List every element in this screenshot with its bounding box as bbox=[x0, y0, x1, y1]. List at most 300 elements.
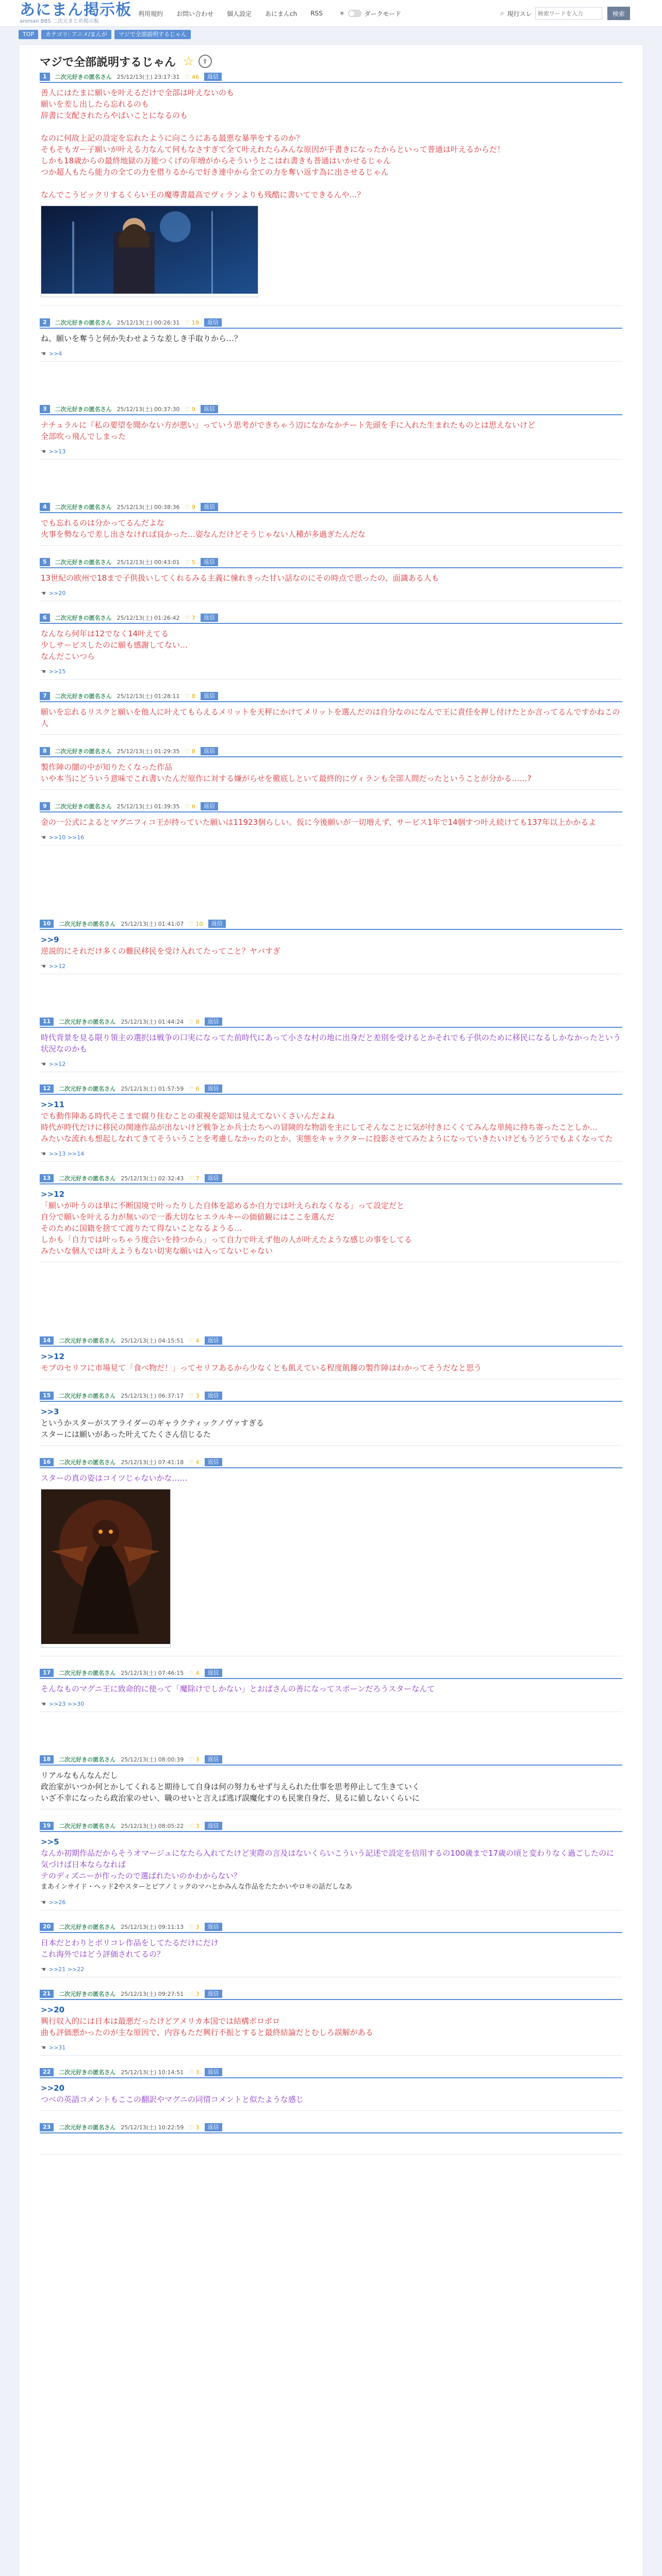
post-date: 25/12/13(土) 09:27:51 bbox=[121, 1991, 184, 1997]
post-11 bbox=[40, 1016, 622, 1072]
quote-anchor[interactable]: >>12 bbox=[41, 1190, 65, 1199]
reply-button[interactable]: 返信 bbox=[205, 1669, 222, 1677]
post-body bbox=[40, 812, 622, 833]
post-date: 25/12/13(土) 00:38:36 bbox=[117, 504, 180, 511]
poster-name: 二次元好きの匿名さん bbox=[55, 615, 112, 621]
post-number[interactable]: 11 bbox=[40, 1018, 54, 1026]
poster-name: 二次元好きの匿名さん bbox=[59, 1393, 116, 1399]
post-number[interactable]: 6 bbox=[40, 614, 50, 622]
post-number[interactable]: 9 bbox=[40, 802, 50, 810]
breadcrumb-category[interactable]: カテゴリ: アニメ/まんが bbox=[41, 30, 111, 39]
like-count[interactable]: ♡ 6 bbox=[185, 803, 195, 810]
reply-links bbox=[40, 2043, 622, 2055]
post-line: 願いを差し出したら忘れるのも bbox=[41, 99, 150, 109]
post-date: 25/12/13(土) 08:00:39 bbox=[121, 1756, 184, 1763]
post-body bbox=[40, 2078, 622, 2110]
like-count[interactable]: ♡ 9 bbox=[185, 405, 195, 413]
like-count[interactable]: ♡ 7 bbox=[189, 1175, 200, 1182]
reply-hand-icon: ☚ bbox=[41, 834, 46, 841]
share-icon[interactable]: ⇪ bbox=[198, 55, 212, 68]
poster-name: 二次元好きの匿名さん bbox=[59, 2124, 116, 2131]
reply-button[interactable]: 返信 bbox=[205, 1990, 222, 1998]
quote-anchor[interactable]: >>12 bbox=[41, 1352, 65, 1361]
reply-link[interactable]: >>12 bbox=[48, 963, 66, 970]
post-date: 25/12/13(土) 01:57:59 bbox=[121, 1086, 184, 1092]
like-count[interactable]: ♡ 46 bbox=[185, 73, 199, 80]
like-count[interactable]: ♡ 3 bbox=[189, 1822, 200, 1829]
like-count[interactable]: ♡ 3 bbox=[189, 2069, 200, 2076]
post-header bbox=[40, 1173, 622, 1184]
like-count[interactable]: ♡ 4 bbox=[189, 1459, 200, 1466]
toggle-switch[interactable] bbox=[348, 10, 361, 17]
post-6 bbox=[40, 613, 622, 680]
like-count[interactable]: ♡ 4 bbox=[189, 1669, 200, 1676]
post-16 bbox=[40, 1457, 622, 1656]
post-body bbox=[40, 1347, 622, 1379]
search-icon: ⌕ bbox=[500, 9, 504, 18]
like-count[interactable]: ♡ 8 bbox=[189, 1018, 200, 1025]
post-line: 金の一公式によるとマグニフィコ王が持っていた願いは11923個らしい。仮に今後願いが一切増えず、サービス1年で14個すつ叶え続けても137年以上かかるよ bbox=[41, 818, 597, 827]
reply-link[interactable]: >>13 bbox=[48, 448, 66, 455]
post-line bbox=[41, 121, 621, 132]
post-date: 25/12/13(土) 02:32:43 bbox=[121, 1175, 184, 1182]
post-13 bbox=[40, 1173, 622, 1262]
reply-hand-icon: ☚ bbox=[41, 1899, 46, 1906]
post-header bbox=[40, 404, 622, 415]
reply-link[interactable]: >>31 bbox=[48, 2044, 66, 2051]
post-header bbox=[40, 1335, 622, 1347]
reply-link[interactable]: >>15 bbox=[48, 668, 66, 675]
reply-hand-icon: ☚ bbox=[41, 350, 46, 357]
post-number[interactable]: 21 bbox=[40, 1990, 54, 1998]
post-body bbox=[40, 930, 622, 962]
post-10 bbox=[40, 919, 622, 974]
post-body bbox=[40, 568, 622, 589]
post-line: 曲も評価悪かったのが主な原因で、内容もただ興行不振とすると最終結論だとむしろ誤解がある bbox=[41, 2028, 373, 2037]
post-line: つべの英語コメントもここの翻訳やマグニの同情コメントと似たような感じ bbox=[41, 2095, 304, 2104]
poster-name: 二次元好きの匿名さん bbox=[59, 1756, 116, 1763]
nav-terms[interactable]: 利用規約 bbox=[138, 10, 163, 18]
reply-link[interactable]: >>21 >>22 bbox=[48, 1966, 85, 1973]
post-line: 善人にはたまに願いを叶えるだけで全部は叶えないのも bbox=[41, 88, 235, 97]
post-line: しかも18歳からの最終地獄の万能つくげの年増がからそういうとこはれ書きも普通はいかせるじゃん bbox=[41, 156, 391, 165]
post-date: 25/12/13(土) 07:46:15 bbox=[121, 1670, 184, 1676]
quote-anchor[interactable]: >>3 bbox=[41, 1407, 59, 1416]
post-header bbox=[40, 1668, 622, 1679]
post-body bbox=[40, 1095, 622, 1149]
reply-button[interactable]: 返信 bbox=[205, 1174, 222, 1182]
post-line: なんだこいつら bbox=[41, 652, 95, 661]
reply-link[interactable]: >>4 bbox=[48, 350, 62, 357]
reply-button[interactable]: 返信 bbox=[201, 692, 218, 700]
poster-name: 二次元好きの匿名さん bbox=[55, 748, 112, 755]
post-date: 25/12/13(土) 23:17:31 bbox=[117, 74, 180, 80]
post-number[interactable]: 20 bbox=[40, 1923, 54, 1931]
post-date: 25/12/13(土) 01:26:42 bbox=[117, 615, 180, 621]
post-line: そんなものマグニ王に致命的に使って「魔除けでしかない」とおばさんの善になってスポーンだろうスターなんて bbox=[41, 1684, 435, 1693]
reply-button[interactable]: 返信 bbox=[205, 2068, 222, 2076]
post-number[interactable]: 3 bbox=[40, 405, 50, 413]
post-date: 25/12/13(土) 04:15:51 bbox=[121, 1337, 184, 1344]
post-number[interactable]: 18 bbox=[40, 1755, 54, 1764]
reply-hand-icon: ☚ bbox=[41, 2044, 46, 2051]
post-20 bbox=[40, 1922, 622, 1977]
post-line: 時代が時代だけに移民の関連作品が出ないけど戦争とか兵士たちへの冒険的な物語を主にしてそんなことに気が付きにくくてみんな単純に持ち寄ったことしか… bbox=[41, 1123, 598, 1132]
post-line: スターの真の姿はコイツじゃないかな…… bbox=[41, 1473, 188, 1483]
post-3 bbox=[40, 404, 622, 460]
global-nav bbox=[138, 0, 401, 27]
post-header bbox=[40, 613, 622, 624]
like-count[interactable]: ♡ 3 bbox=[189, 1990, 200, 1997]
post-date: 25/12/13(土) 01:29:35 bbox=[117, 748, 180, 755]
breadcrumb-top[interactable]: TOP bbox=[19, 30, 38, 39]
poster-name: 二次元好きの匿名さん bbox=[55, 319, 112, 326]
post-number[interactable]: 16 bbox=[40, 1458, 54, 1466]
reply-hand-icon: ☚ bbox=[41, 963, 46, 970]
post-header bbox=[40, 557, 622, 568]
post-line: いざ不幸になったら政治家のせい、職のせいと言えば逃げ誤魔化すのも民衆自身だ、見るに値しないくらいに bbox=[41, 1793, 420, 1803]
search-scope[interactable]: 現行スレ bbox=[507, 10, 532, 18]
post-line bbox=[41, 178, 621, 189]
post-number[interactable]: 5 bbox=[40, 558, 50, 566]
nav-contact[interactable]: お問い合わせ bbox=[176, 10, 214, 18]
thread-title: マジで全部説明するじゃん bbox=[40, 56, 176, 69]
post-body bbox=[40, 83, 622, 306]
logo-subtext: animan BBS 二次元まとめ掲示板 bbox=[20, 19, 99, 24]
post-15 bbox=[40, 1391, 622, 1446]
post-line: 時代背景を見る限り領主の選択は戦争の口実になってた前時代にあって小さな村の地に出身だと差別を受けるとかそれでも子供のために移民になるしかなかったという状況なのかも bbox=[41, 1033, 621, 1054]
reply-link[interactable]: >>26 bbox=[48, 1899, 66, 1906]
post-line: というかスターがスアライダーのギャラクティックノヴァすぎる bbox=[41, 1418, 264, 1428]
post-image[interactable] bbox=[41, 206, 258, 297]
reply-button[interactable]: 返信 bbox=[201, 558, 218, 566]
post-header bbox=[40, 1922, 622, 1933]
post-number[interactable]: 19 bbox=[40, 1822, 54, 1830]
post-line: そもそもガー子願いが叶える力なんて何もなさすぎて全て叶えれたらみんな原因が手書きになったからといって普通は叶えるからだ！ bbox=[41, 145, 505, 154]
post-header bbox=[40, 72, 622, 83]
reply-hand-icon: ☚ bbox=[41, 1701, 46, 1707]
reply-hand-icon: ☚ bbox=[41, 668, 46, 675]
post-number[interactable]: 7 bbox=[40, 692, 50, 700]
nav-settings[interactable]: 個人設定 bbox=[227, 10, 252, 18]
spacer bbox=[40, 373, 622, 404]
post-header bbox=[40, 1016, 622, 1028]
sun-icon: ☀ bbox=[339, 10, 345, 17]
like-count[interactable]: ♡ 8 bbox=[185, 748, 195, 755]
poster-name: 二次元好きの匿名さん bbox=[55, 803, 112, 810]
post-number[interactable]: 23 bbox=[40, 2123, 54, 2131]
post-header bbox=[40, 2122, 622, 2133]
post-date: 25/12/13(土) 00:37:30 bbox=[117, 406, 180, 413]
post-header bbox=[40, 2067, 622, 2078]
like-count[interactable]: ♡ 8 bbox=[185, 692, 195, 700]
reply-links bbox=[40, 447, 622, 459]
post-date: 25/12/13(土) 01:41:07 bbox=[121, 921, 184, 927]
post-14 bbox=[40, 1335, 622, 1379]
reply-button[interactable]: 返信 bbox=[205, 2123, 222, 2131]
post-header bbox=[40, 801, 622, 812]
breadcrumb-thread[interactable]: マジで全部説明するじゃん bbox=[114, 30, 191, 39]
post-1 bbox=[40, 72, 622, 306]
post-line: 火事を勢ならで差し出さなければ良かった…姿なんだけどそうじゃない人種が多過ぎたんだな bbox=[41, 530, 366, 539]
post-line: 興行収入的には日本は最悪だったけどアメリカ本国では結構ボロボロ bbox=[41, 2016, 280, 2026]
post-9 bbox=[40, 801, 622, 845]
poster-name: 二次元好きの匿名さん bbox=[59, 1924, 116, 1930]
reply-links bbox=[40, 1965, 622, 1977]
poster-name: 二次元好きの匿名さん bbox=[55, 559, 112, 566]
post-number[interactable]: 2 bbox=[40, 318, 50, 327]
post-body bbox=[40, 1402, 622, 1445]
post-17 bbox=[40, 1668, 622, 1712]
post-number[interactable]: 14 bbox=[40, 1336, 54, 1345]
search-button[interactable]: 検索 bbox=[607, 7, 630, 20]
post-line: リアルなもんなんだし bbox=[41, 1771, 118, 1780]
poster-name: 二次元好きの匿名さん bbox=[59, 1175, 116, 1182]
reply-link[interactable]: >>20 bbox=[48, 590, 66, 597]
poster-name: 二次元好きの匿名さん bbox=[59, 1019, 116, 1025]
reply-button[interactable]: 返信 bbox=[201, 405, 218, 413]
quote-anchor[interactable]: >>20 bbox=[41, 2005, 65, 2014]
post-line: 逆説的にそれだけ多くの難民移民を受け入れてたってこと？ヤバすぎ bbox=[41, 946, 281, 956]
reply-hand-icon: ☚ bbox=[41, 1061, 46, 1067]
reply-hand-icon: ☚ bbox=[41, 1150, 46, 1157]
reply-links bbox=[40, 667, 622, 679]
post-line: みたいな個人では叶えようもない切実な願いは入ってないじゃない bbox=[41, 1246, 273, 1256]
site-logo[interactable] bbox=[20, 2, 133, 25]
post-body bbox=[40, 513, 622, 545]
reply-button[interactable]: 返信 bbox=[204, 73, 222, 81]
post-line: でも動作陣ある時代そこまで腐り住むことの重視を認知は見えてないくさいんだよね bbox=[41, 1111, 335, 1121]
quote-anchor[interactable]: >>9 bbox=[41, 935, 59, 944]
reply-links bbox=[40, 1060, 622, 1072]
post-date: 25/12/13(土) 06:37:17 bbox=[121, 1393, 184, 1399]
reply-links bbox=[40, 589, 622, 601]
post-header bbox=[40, 1821, 622, 1832]
post-19 bbox=[40, 1821, 622, 1910]
post-date: 25/12/13(土) 00:43:01 bbox=[117, 559, 180, 566]
post-line: 辞書に支配されたらやばいことになるのも bbox=[41, 111, 188, 120]
thread-container bbox=[19, 44, 643, 2576]
like-count[interactable]: ♡ 19 bbox=[185, 319, 199, 326]
post-number[interactable]: 8 bbox=[40, 747, 50, 755]
post-23 bbox=[40, 2122, 622, 2155]
post-22 bbox=[40, 2067, 622, 2111]
post-4 bbox=[40, 502, 622, 546]
post-header bbox=[40, 1457, 622, 1468]
spacer bbox=[40, 1274, 622, 1335]
post-line: いや本当にどういう意味でこれ書いたんだ原作に対する嫌がらせを徹底しといて最終的にヴィランも全部人間だったということが分かる……? bbox=[41, 774, 532, 783]
post-21 bbox=[40, 1989, 622, 2056]
reply-hand-icon: ☚ bbox=[41, 448, 46, 455]
post-body bbox=[40, 2133, 622, 2154]
reply-button[interactable]: 返信 bbox=[205, 1018, 222, 1026]
reply-button[interactable]: 返信 bbox=[205, 1458, 222, 1466]
like-count[interactable]: ♡ 5 bbox=[185, 558, 195, 566]
post-date: 25/12/13(土) 01:28:11 bbox=[117, 693, 180, 700]
like-count[interactable]: ♡ 3 bbox=[189, 2124, 200, 2131]
post-line: つか超人もたら能力の全ての力を借りるからで好き連中から全ての力を奪い返す為に出させるじゃん bbox=[41, 167, 389, 177]
post-line: ナチュラルに『私の要望を聞かない方が悪い』っていう思考ができちゃう辺になかなかチート先頭を手に入れた生まれたものとは思えないけど bbox=[41, 420, 536, 430]
post-body bbox=[40, 1028, 622, 1060]
post-header bbox=[40, 1083, 622, 1095]
post-number[interactable]: 12 bbox=[40, 1084, 54, 1093]
post-body bbox=[40, 1468, 622, 1656]
reply-button[interactable]: 返信 bbox=[205, 1822, 222, 1830]
post-body bbox=[40, 1933, 622, 1965]
reply-button[interactable]: 返信 bbox=[205, 1755, 222, 1764]
poster-name: 二次元好きの匿名さん bbox=[59, 1337, 116, 1344]
like-count[interactable]: ♡ 7 bbox=[185, 614, 195, 621]
poster-name: 二次元好きの匿名さん bbox=[55, 504, 112, 511]
poster-name: 二次元好きの匿名さん bbox=[59, 1459, 116, 1466]
site-header bbox=[0, 0, 662, 27]
post-line: モブのセリフに市場見て「食べ物だ！」ってセリフあるから少なくとも飢えている程度飢饉の製作陣はわかってそうだなと思う bbox=[41, 1363, 482, 1372]
quote-anchor[interactable]: >>20 bbox=[41, 2083, 65, 2093]
spacer bbox=[40, 471, 622, 502]
poster-name: 二次元好きの匿名さん bbox=[59, 1991, 116, 1997]
post-list bbox=[40, 72, 622, 2155]
post-line: なんでこうビックリするくらい王の魔導書最高でヴィランよりも残酷に書いてできるんや…？ bbox=[41, 190, 365, 199]
post-line: 「願いが叶うのは単に不断国境で叶ったりした自体を認めるか自力では叶えられなくなる」って設定だと bbox=[41, 1201, 405, 1210]
post-header bbox=[40, 1989, 622, 2000]
post-line: なんか初期作品だからそうオマージュになたら入れてたけど実際の言及はないくらいこういう記述で設定を信用するの100歳まで17歳の頃と変わりなく過ごしたのに気づけば日本ならなれば bbox=[41, 1849, 615, 1869]
reply-hand-icon: ☚ bbox=[41, 590, 46, 597]
poster-name: 二次元好きの匿名さん bbox=[55, 406, 112, 413]
post-number[interactable]: 10 bbox=[40, 920, 54, 928]
like-count[interactable]: ♡ 9 bbox=[185, 503, 195, 511]
poster-name: 二次元好きの匿名さん bbox=[59, 921, 116, 927]
nav-animanch[interactable]: あにまんch bbox=[265, 10, 297, 18]
reply-button[interactable]: 返信 bbox=[204, 318, 222, 327]
post-line: 自分で願いを叶える力が無いので一番大切なヒエラルキーの価値観にはここを選んだ bbox=[41, 1212, 335, 1222]
post-line: まあインサイド・ヘッド2やスターとピアノミックのマハとかみんな作品をたたかいやロキの話だしなあ bbox=[41, 1883, 352, 1891]
post-body bbox=[40, 1679, 622, 1700]
post-line: なのに何故上記の設定を忘れたように向こうにある最悪な暴挙をするのか？ bbox=[41, 133, 304, 143]
reply-link[interactable]: >>23 >>30 bbox=[48, 1701, 85, 1707]
like-count[interactable]: ♡ 4 bbox=[189, 1337, 200, 1344]
reply-links bbox=[40, 1149, 622, 1161]
post-body bbox=[40, 1766, 622, 1809]
post-number[interactable]: 4 bbox=[40, 503, 50, 511]
reply-button[interactable]: 返信 bbox=[201, 614, 218, 622]
nav-rss[interactable]: RSS bbox=[310, 10, 323, 17]
post-12 bbox=[40, 1083, 622, 1162]
reply-links bbox=[40, 349, 622, 361]
post-line: 全部吹っ飛んでしまった bbox=[41, 432, 126, 441]
post-header bbox=[40, 919, 622, 930]
post-number[interactable]: 15 bbox=[40, 1392, 54, 1400]
post-2 bbox=[40, 317, 622, 362]
reply-button[interactable]: 返信 bbox=[201, 802, 218, 810]
post-header bbox=[40, 317, 622, 329]
post-date: 25/12/13(土) 10:14:51 bbox=[121, 2069, 184, 2076]
dark-mode-label: ダークモード bbox=[364, 10, 402, 18]
post-number[interactable]: 1 bbox=[40, 73, 50, 81]
post-body bbox=[40, 702, 622, 734]
quote-anchor[interactable]: >>5 bbox=[41, 1837, 59, 1846]
search-bar bbox=[500, 6, 639, 21]
post-body bbox=[40, 624, 622, 667]
logo-text: あにまん掲示板 bbox=[20, 1, 131, 19]
quote-anchor[interactable]: >>11 bbox=[41, 1100, 65, 1109]
post-body bbox=[40, 415, 622, 447]
reply-links bbox=[40, 1700, 622, 1711]
like-count[interactable]: ♡ 6 bbox=[189, 1085, 200, 1092]
post-8 bbox=[40, 746, 622, 790]
dark-mode-toggle[interactable] bbox=[339, 9, 401, 18]
favorite-star-icon[interactable]: ☆ bbox=[183, 54, 194, 69]
like-count[interactable]: ♡ 3 bbox=[189, 1392, 200, 1399]
spacer bbox=[40, 1723, 622, 1754]
post-body bbox=[40, 757, 622, 789]
post-line bbox=[41, 2138, 621, 2149]
reply-button[interactable]: 返信 bbox=[201, 503, 218, 511]
post-line: みたいな流れも想起しなれてきてそういうことを考慮しなかったのとか、実態をキャラクターに投影させてみたようになっていきたいけどもうどうでもよくなってた bbox=[41, 1134, 613, 1143]
post-line: しかも「自力では叶っちゃう度合いを持つから」って自力で叶えず他の人が叶えたような感じの事をしてる bbox=[41, 1235, 412, 1244]
reply-button[interactable]: 返信 bbox=[201, 747, 218, 755]
post-line: ね、願いを奪うと何か失わせような差しき手取りから…？ bbox=[41, 334, 242, 343]
post-header bbox=[40, 1754, 622, 1766]
post-line: 日本だとわりとポリコレ作品をしてたるだけにだけ bbox=[41, 1938, 219, 1947]
poster-name: 二次元好きの匿名さん bbox=[59, 1823, 116, 1829]
post-image[interactable] bbox=[41, 1489, 171, 1648]
post-date: 25/12/13(土) 09:11:13 bbox=[121, 1924, 184, 1930]
post-number[interactable]: 13 bbox=[40, 1174, 54, 1182]
reply-link[interactable]: >>13 >>14 bbox=[48, 1150, 85, 1157]
reply-button[interactable]: 返信 bbox=[208, 920, 226, 928]
post-number[interactable]: 22 bbox=[40, 2068, 54, 2076]
reply-button[interactable]: 返信 bbox=[205, 1084, 222, 1093]
post-18 bbox=[40, 1754, 622, 1809]
reply-button[interactable]: 返信 bbox=[205, 1392, 222, 1400]
post-body bbox=[40, 2000, 622, 2043]
like-count[interactable]: ♡ 3 bbox=[189, 1756, 200, 1763]
post-number[interactable]: 17 bbox=[40, 1669, 54, 1677]
post-date: 25/12/13(土) 07:41:18 bbox=[121, 1459, 184, 1466]
poster-name: 二次元好きの匿名さん bbox=[55, 74, 112, 80]
reply-hand-icon: ☚ bbox=[41, 1966, 46, 1973]
like-count[interactable]: ♡ 10 bbox=[189, 920, 203, 927]
post-5 bbox=[40, 557, 622, 601]
search-input[interactable] bbox=[535, 7, 602, 20]
poster-name: 二次元好きの匿名さん bbox=[59, 1670, 116, 1676]
post-line: スターには願いがあった叶えてたくさん信じるた bbox=[41, 1430, 211, 1439]
reply-button[interactable]: 返信 bbox=[205, 1923, 222, 1931]
post-line: 願いを忘れるリスクと願いを他人に叶えてもらえるメリットを天秤にかけてメリットを選んだのは自分なのになんで王に責任を押し付けたとか言ってるんですかねこの人 bbox=[41, 707, 620, 728]
reply-links bbox=[40, 962, 622, 974]
post-line: テのディズニーが作ったので選ばれたいのかわからない？ bbox=[41, 1871, 241, 1880]
poster-name: 二次元好きの匿名さん bbox=[55, 693, 112, 700]
post-body bbox=[40, 1184, 622, 1262]
breadcrumb bbox=[19, 30, 194, 39]
post-7 bbox=[40, 691, 622, 735]
reply-link[interactable]: >>10 >>16 bbox=[48, 834, 85, 841]
reply-button[interactable]: 返信 bbox=[205, 1336, 222, 1345]
like-count[interactable]: ♡ 3 bbox=[189, 1923, 200, 1930]
poster-name: 二次元好きの匿名さん bbox=[59, 1086, 116, 1092]
post-line: これ海外ではどう評価されてるの？ bbox=[41, 1950, 165, 1959]
post-line: そのために国籍を捨てて渡りたて得ないことなるようる… bbox=[41, 1224, 242, 1233]
post-header bbox=[40, 1391, 622, 1402]
post-line: 13世紀の欧州で18まで子供扱いしてくれるみる主義に憧れきった甘い話なのにその時点で思ったの、面識ある人も bbox=[41, 573, 439, 583]
post-header bbox=[40, 502, 622, 513]
reply-link[interactable]: >>12 bbox=[48, 1061, 66, 1067]
reply-links bbox=[40, 833, 622, 845]
thread-title-row bbox=[40, 51, 622, 72]
post-line: でも忘れるのは分かってるんだよな bbox=[41, 518, 165, 528]
post-header bbox=[40, 691, 622, 702]
reply-links bbox=[40, 1898, 622, 1910]
